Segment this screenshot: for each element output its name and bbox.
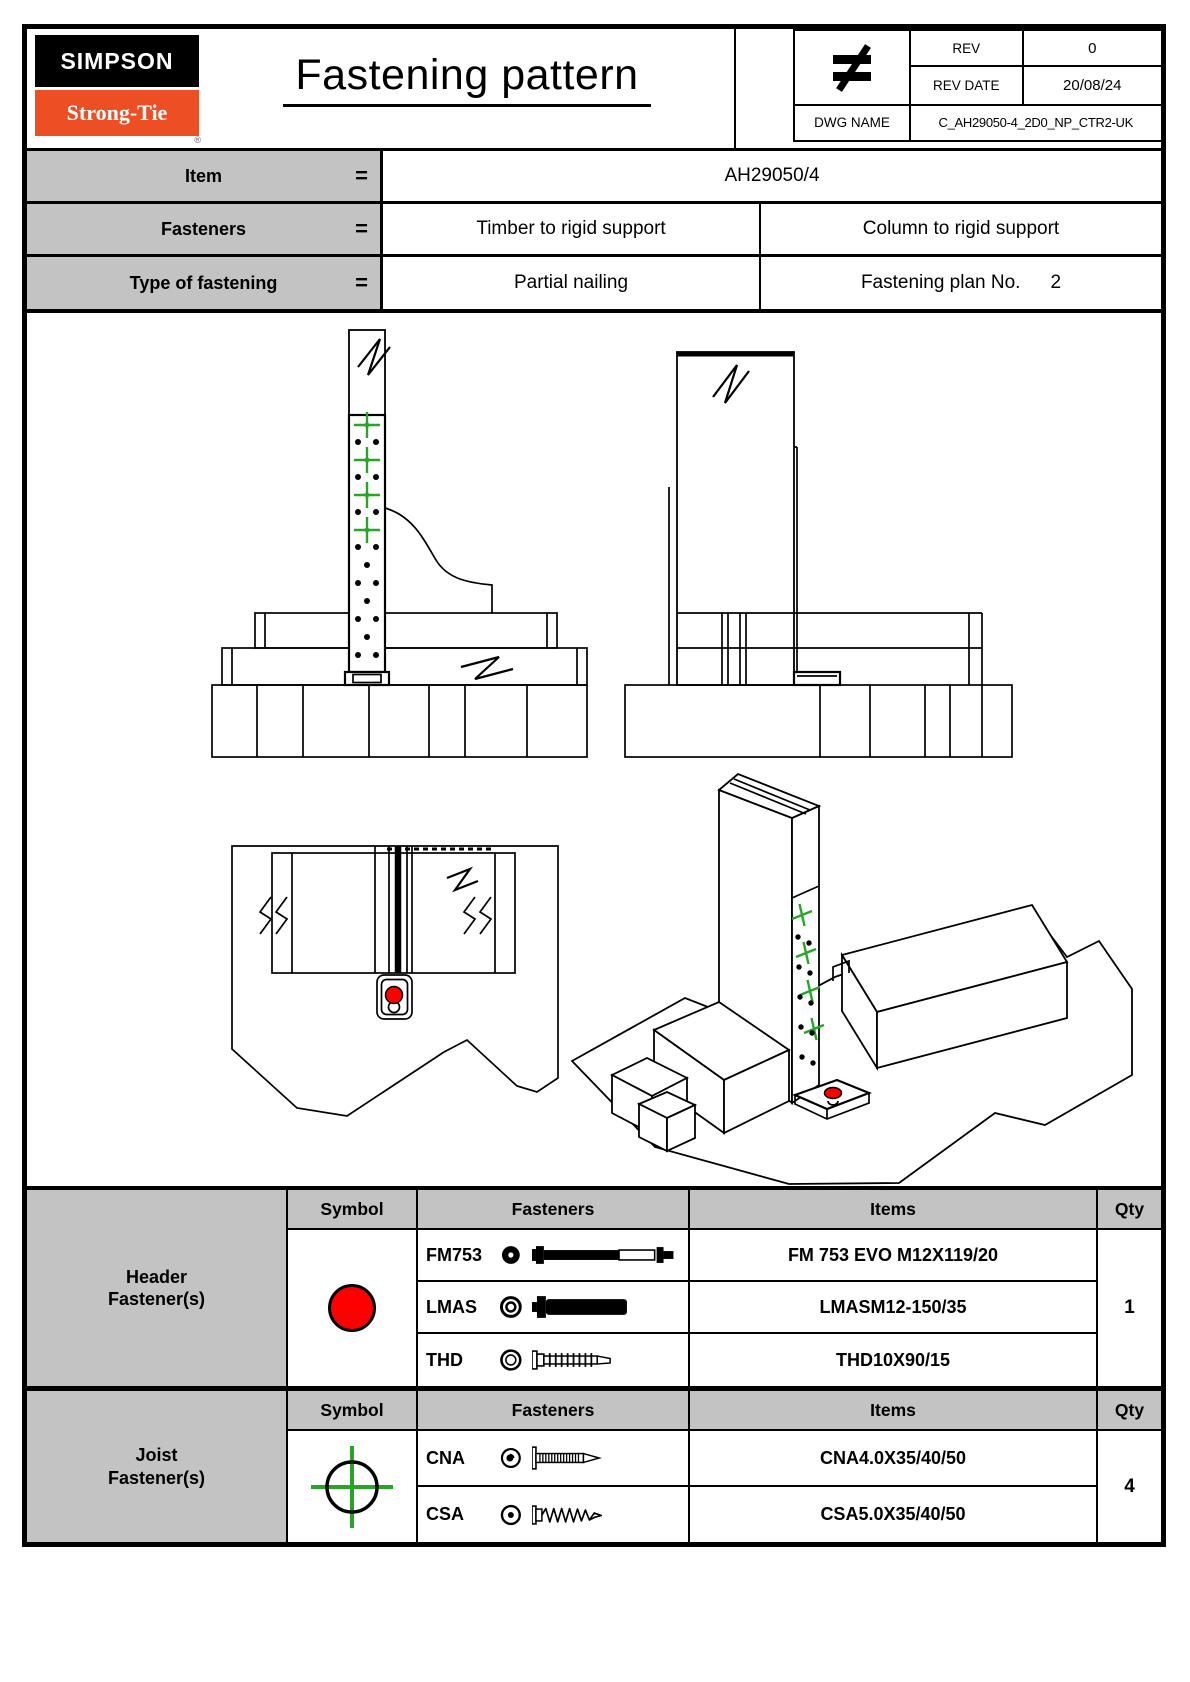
equals-sign: =	[355, 270, 368, 295]
logo-simpson-text: SIMPSON	[35, 35, 199, 87]
dwg-name-value: C_AH29050-4_2D0_NP_CTR2-UK	[909, 104, 1164, 143]
title-block	[734, 29, 1161, 151]
dwg-name-label: DWG NAME	[793, 104, 911, 143]
title-band	[27, 29, 1161, 151]
bracket-foot	[794, 672, 840, 685]
simpson-strongtie-logo	[35, 35, 199, 143]
beam-plan	[272, 853, 515, 973]
red-circle-symbol	[328, 1284, 376, 1332]
fastener-item: LMASM12-150/35	[690, 1282, 1098, 1334]
col-header-items: Items	[690, 1190, 1098, 1230]
lmas-anchor-icon	[532, 1290, 688, 1324]
equals-sign: =	[355, 216, 368, 241]
equals-sign: =	[355, 163, 368, 188]
logo-strongtie-text: Strong-Tie	[35, 90, 199, 136]
column-side	[677, 352, 794, 685]
col-header-symbol: Symbol	[288, 1391, 418, 1431]
not-equal-projection-icon	[824, 40, 880, 96]
header-fastener-symbol-cell	[288, 1230, 418, 1386]
page-title: Fastening pattern	[283, 51, 650, 107]
isometric-view	[572, 774, 1132, 1184]
cna-head-icon	[498, 1445, 524, 1471]
item-value: AH29050/4	[383, 151, 1161, 204]
front-elevation-view	[212, 330, 587, 757]
fastener-row	[418, 1282, 690, 1334]
col-header-fasteners: Fasteners	[418, 1391, 690, 1431]
drawing-sheet	[22, 24, 1166, 1547]
lmas-head-icon	[498, 1294, 524, 1320]
cna-nail-icon	[532, 1441, 688, 1475]
green-crosshair-symbol	[308, 1443, 396, 1531]
joist-fasteners-table	[27, 1386, 1161, 1542]
fastening-plan-cell	[761, 257, 1161, 309]
rev-value: 0	[1022, 29, 1164, 67]
item-label: Item	[184, 165, 222, 186]
fasteners-label: Fasteners	[160, 218, 247, 239]
col-header-qty: Qty	[1098, 1190, 1161, 1230]
side-elevation-view	[625, 352, 1012, 757]
joist-fastener-symbol-cell	[288, 1431, 418, 1542]
rev-date-value: 20/08/24	[1022, 65, 1164, 107]
joist-fasteners-group-label: Joist Fastener(s)	[27, 1391, 288, 1542]
fastener-row	[418, 1230, 690, 1282]
header-fastener-marker	[825, 1088, 842, 1099]
type-label-cell	[27, 257, 383, 309]
fastening-plan-label: Fastening plan No.	[860, 272, 1021, 293]
fastener-code: LMAS	[426, 1296, 477, 1317]
fastener-item: CSA5.0X35/40/50	[690, 1487, 1098, 1542]
plan-view	[232, 846, 558, 1116]
spec-table	[27, 151, 1161, 309]
header-fasteners-table	[27, 1186, 1161, 1386]
col-header-symbol: Symbol	[288, 1190, 418, 1230]
fastener-item: CNA4.0X35/40/50	[690, 1431, 1098, 1487]
header-fasteners-qty: 1	[1098, 1230, 1161, 1386]
col-header-qty: Qty	[1098, 1391, 1161, 1431]
col-header-items: Items	[690, 1391, 1098, 1431]
title-wrap	[207, 51, 727, 107]
fastener-code: THD	[426, 1349, 463, 1370]
fastener-row	[418, 1431, 690, 1487]
csa-screw-icon	[532, 1498, 688, 1532]
csa-head-icon	[498, 1502, 524, 1528]
header-fasteners-group-label: Header Fastener(s)	[27, 1190, 288, 1386]
type-of-fastening-label: Type of fastening	[129, 272, 278, 293]
fastener-row	[418, 1487, 690, 1542]
thd-screw-icon	[532, 1343, 688, 1377]
type-value: Partial nailing	[383, 257, 761, 309]
thd-head-icon	[498, 1347, 524, 1373]
technical-drawing	[27, 313, 1161, 1186]
item-label-cell	[27, 151, 383, 204]
fm753-bolt-icon	[532, 1238, 688, 1272]
joist-fasteners-qty: 4	[1098, 1431, 1161, 1542]
fm753-head-icon	[498, 1242, 524, 1268]
fasteners-label-cell	[27, 204, 383, 257]
registered-trademark: ®	[194, 135, 201, 145]
fasteners-value-left: Timber to rigid support	[383, 204, 761, 257]
drawing-area	[27, 309, 1161, 1186]
fastening-plan-number: 2	[1050, 272, 1062, 293]
col-header-fasteners: Fasteners	[418, 1190, 690, 1230]
header-fastener-marker	[386, 987, 403, 1004]
fastener-code: CNA	[426, 1447, 465, 1468]
fastener-item: FM 753 EVO M12X119/20	[690, 1230, 1098, 1282]
rev-date-label: REV DATE	[909, 65, 1025, 107]
rev-label: REV	[909, 29, 1025, 67]
projection-symbol-cell	[793, 29, 911, 106]
fastener-code: CSA	[426, 1504, 465, 1524]
fastener-row	[418, 1334, 690, 1386]
fastener-item: THD10X90/15	[690, 1334, 1098, 1386]
fasteners-value-right: Column to rigid support	[761, 204, 1161, 257]
fastener-code: FM753	[426, 1244, 483, 1265]
